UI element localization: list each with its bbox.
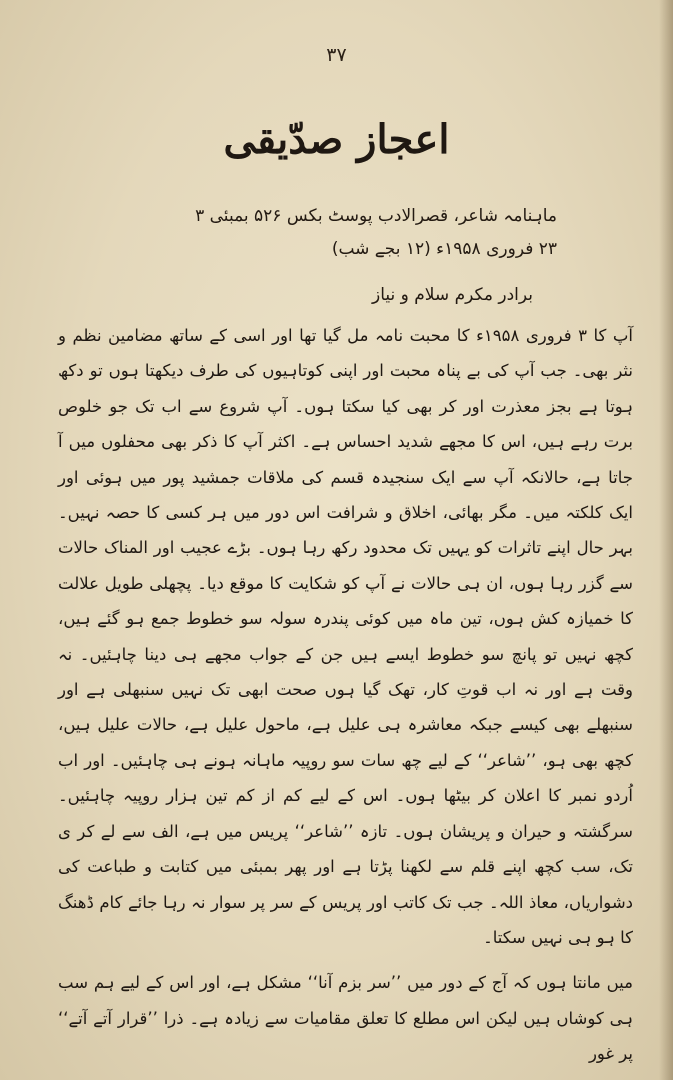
letter-paragraph: میں مانتا ہوں کہ آج کے دور میں ’’سر بزم آنا‘‘ مشکل ہے، اور اس کے لیے ہم سب ہی کوشاں ہیں لیکن اس مطلع کا تعلق مقامیات سے زیادہ ہے۔ ذرا ’’قرار آتے آتے‘‘ پر غور bbox=[58, 973, 633, 1064]
letter-paragraph: آپ کا ۳ فروری ۱۹۵۸ء کا محبت نامہ مل گیا تھا اور اسی کے ساتھ مضامین نظم و نثر بھی۔ جب آپ کی بے پناہ محبت اور اپنی کوتاہیوں کی طرف دیکھتا ہوں تو دکھ ہوتا ہے بجز معذرت اور کر بھی کیا سکتا ہوں۔ آپ شروع سے اب تک جو خلوص برت رہے ہیں، اس کا مجھے شدید احساس ہے۔ اکثر آپ کا ذکر بھی محفلوں میں آ جاتا ہے، حالانکہ آپ سے ایک سنجیدہ قسم کی ملاقات جمشید پور میں ہوئی اور ایک کلکتہ میں۔ مگر بھائی، اخلاق و شرافت اس دور میں ہر کسی کا حصہ نہیں۔ بہر حال اپنے تاثرات کو یہیں تک محدود رکھ رہا ہوں۔ بڑے عجیب اور المناک حالات سے گزر رہا ہوں، ان ہی حالات نے آپ کو شکایت کا موقع دیا۔ پچھلی طویل علالت کا خمیازہ کش ہوں، تین ماہ میں کوئی پندرہ سولہ سو خطوط جمع ہو گئے ہیں، کچھ نہیں تو پانچ سو خطوط ایسے ہیں جن کے جواب مجھے ہی دینا چاہئیں۔ نہ وقت ہے اور نہ اب قوتِ کار، تھک گیا ہوں صحت ابھی تک نہیں سنبھلی ہے اور سنبھلے بھی کیسے جبکہ معاشرہ ہی علیل ہے، ماحول علیل ہے، حالات علیل ہیں، کچھ بھی ہو، ’’شاعر‘‘ کے لیے چھ سات سو روپیہ ماہانہ ہونے ہی چاہئیں۔ اور اب اُردو نمبر کا اعلان کر بیٹھا ہوں۔ اس کے لیے کم از کم تین ہزار روپیہ چاہئیں۔ سرگشتہ و حیران و پریشان ہوں۔ تازہ ’’شاعر‘‘ پریس میں ہے، الف سے لے کر ی تک، سب کچھ اپنے قلم سے لکھنا پڑتا ہے اور پھر بمبئی میں کتابت و طباعت کی دشواریاں، معاذ اللہ۔ جب تک کاتب اور پریس کے سر پر سوار نہ رہا جائے کام ڈھنگ کا ہو ہی نہیں سکتا۔ bbox=[58, 326, 633, 947]
letter-salutation: برادر مکرم سلام و نیاز bbox=[371, 285, 533, 305]
letter-body bbox=[58, 318, 633, 1072]
page-number: ۳۷ bbox=[326, 44, 347, 66]
letter-address: ماہنامہ شاعر، قصرالادب پوسٹ بکس ۵۲۶ بمبئی ۳ bbox=[195, 206, 557, 226]
author-title: اعجاز صدّیقی bbox=[223, 116, 450, 163]
letter-date: ۲۳ فروری ۱۹۵۸ء (۱۲ بجے شب) bbox=[331, 239, 557, 259]
